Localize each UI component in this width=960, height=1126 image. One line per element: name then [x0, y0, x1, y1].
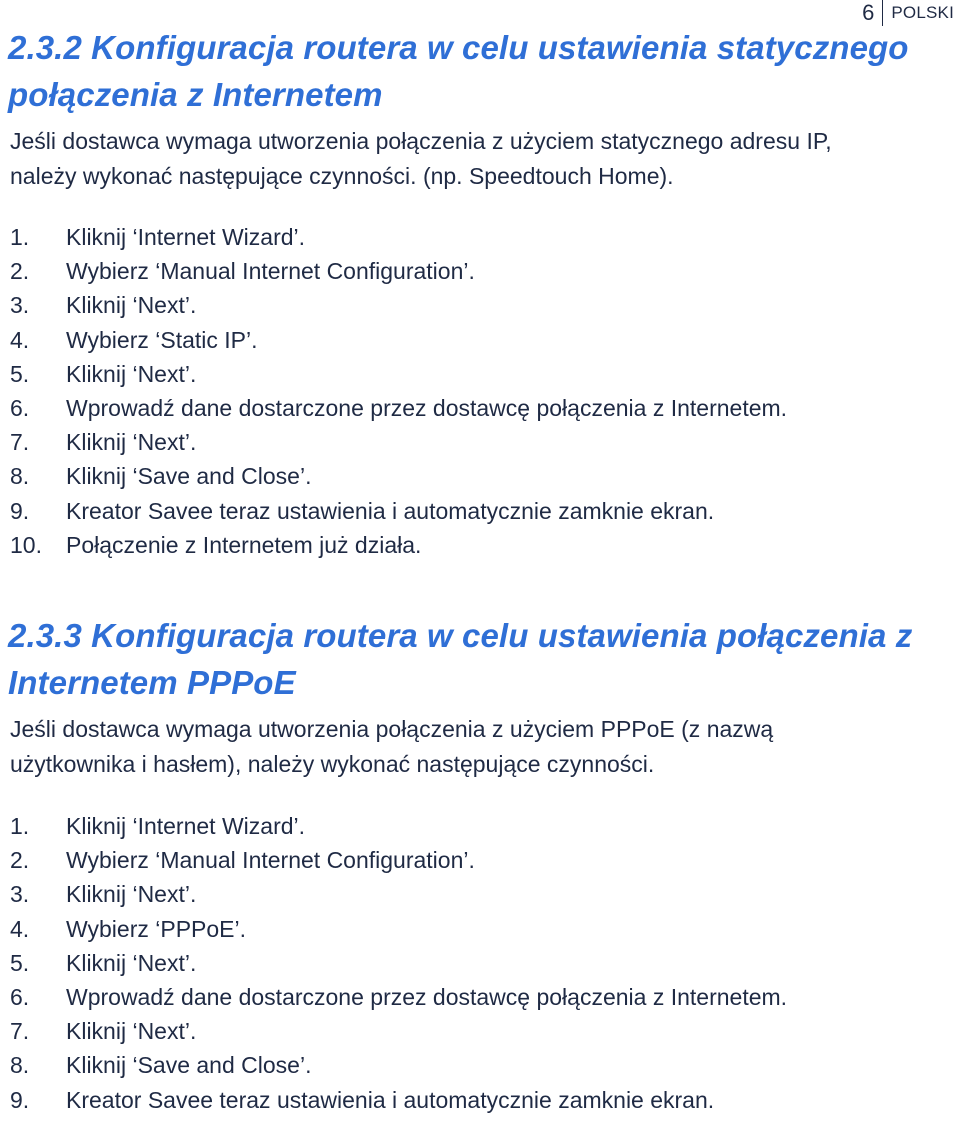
step-text: Kliknij ‘Internet Wizard’. — [66, 813, 306, 839]
step-text: Wybierz ‘PPPoE’. — [66, 915, 247, 942]
section-intro — [10, 712, 953, 782]
step-text: Kliknij ‘Internet Wizard’. — [66, 224, 306, 250]
page-number: 6 — [862, 0, 883, 26]
step-number: 8. — [10, 463, 30, 490]
step-number: 6. — [10, 984, 30, 1011]
step-number: 5. — [10, 360, 30, 387]
step-number: 7. — [10, 1018, 30, 1045]
list-item — [8, 528, 953, 562]
step-text: Kliknij ‘Next’. — [66, 881, 197, 908]
step-number: 10. — [10, 531, 42, 558]
list-item — [8, 1048, 953, 1082]
list-item — [8, 425, 953, 459]
page-language-label: POLSKI — [891, 3, 954, 22]
step-text: Połączenie z Internetem już działa. — [66, 531, 422, 558]
steps-list — [8, 809, 953, 1117]
section-title-line-2: Internetem PPPoE — [8, 664, 296, 701]
list-item — [8, 843, 953, 877]
step-text: Wprowadź dane dostarczone przez dostawcę połączenia z Internetem. — [66, 984, 788, 1011]
step-number: 2. — [10, 847, 30, 874]
section-title-line-2: połączenia z Internetem — [8, 76, 383, 113]
step-text: Kliknij ‘Next’. — [66, 949, 197, 976]
step-number: 3. — [10, 292, 30, 319]
steps-list — [8, 220, 953, 562]
step-number: 2. — [10, 258, 30, 285]
step-text: Kreator Savee teraz ustawienia i automatycznie zamknie ekran. — [66, 497, 715, 524]
intro-line-2: użytkownika i hasłem), należy wykonać następujące czynności. — [10, 751, 655, 777]
list-item — [8, 980, 953, 1014]
list-item — [8, 288, 953, 322]
step-number: 3. — [10, 881, 30, 908]
step-text: Kliknij ‘Save and Close’. — [66, 463, 312, 490]
step-text: Kliknij ‘Next’. — [66, 1018, 197, 1045]
section-title-line-1: 2.3.2 Konfiguracja routera w celu ustawienia statycznego — [8, 29, 909, 66]
step-number: 9. — [10, 497, 30, 524]
section-title-line-1: 2.3.3 Konfiguracja routera w celu ustawienia połączenia z — [8, 617, 913, 654]
section-title — [8, 24, 953, 118]
section-pppoe — [8, 612, 953, 1117]
step-text: Wprowadź dane dostarczone przez dostawcę połączenia z Internetem. — [66, 395, 788, 422]
list-item — [8, 357, 953, 391]
step-number: 4. — [10, 915, 30, 942]
list-item — [8, 254, 953, 288]
list-item — [8, 912, 953, 946]
step-text: Wybierz ‘Static IP’. — [66, 326, 258, 353]
list-item — [8, 323, 953, 357]
list-item — [8, 809, 953, 843]
step-number: 1. — [10, 224, 30, 250]
list-item — [8, 946, 953, 980]
list-item — [8, 391, 953, 425]
step-text: Kliknij ‘Next’. — [66, 360, 197, 387]
intro-line-1: Jeśli dostawca wymaga utworzenia połączenia z użyciem statycznego adresu IP, — [10, 128, 832, 154]
list-item — [8, 1083, 953, 1117]
step-number: 5. — [10, 949, 30, 976]
step-number: 4. — [10, 326, 30, 353]
step-number: 7. — [10, 429, 30, 456]
list-item — [8, 1014, 953, 1048]
list-item — [8, 877, 953, 911]
step-text: Kliknij ‘Next’. — [66, 429, 197, 456]
step-text: Kliknij ‘Next’. — [66, 292, 197, 319]
step-number: 1. — [10, 813, 30, 839]
section-static-ip — [8, 24, 953, 562]
step-text: Wybierz ‘Manual Internet Configuration’. — [66, 847, 475, 874]
list-item — [8, 494, 953, 528]
step-text: Kliknij ‘Save and Close’. — [66, 1052, 312, 1079]
step-text: Kreator Savee teraz ustawienia i automatycznie zamknie ekran. — [66, 1086, 715, 1113]
page-header — [862, 0, 954, 26]
section-intro — [10, 124, 953, 194]
step-number: 8. — [10, 1052, 30, 1079]
intro-line-2: należy wykonać następujące czynności. (np. Speedtouch Home). — [10, 163, 674, 189]
intro-line-1: Jeśli dostawca wymaga utworzenia połączenia z użyciem PPPoE (z nazwą — [10, 716, 774, 742]
step-number: 6. — [10, 395, 30, 422]
list-item — [8, 220, 953, 254]
step-text: Wybierz ‘Manual Internet Configuration’. — [66, 258, 475, 285]
list-item — [8, 459, 953, 493]
section-title — [8, 612, 953, 706]
step-number: 9. — [10, 1086, 30, 1113]
